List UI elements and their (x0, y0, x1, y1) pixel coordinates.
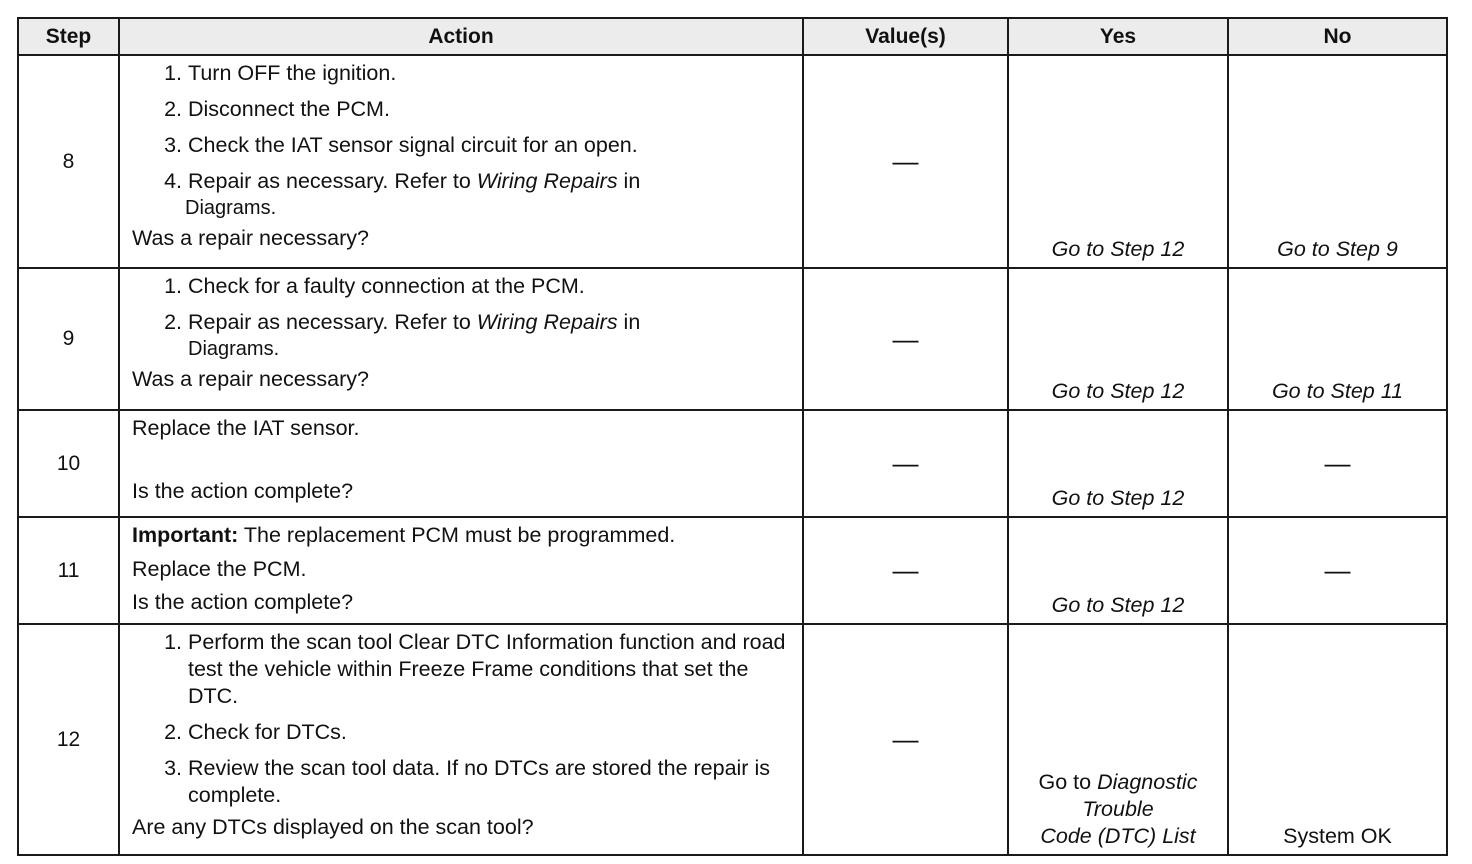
important-text: The replacement PCM must be programmed. (238, 523, 676, 547)
important-label: Important: (132, 523, 239, 547)
action-item: 2. Check for DTCs. (188, 719, 792, 746)
action-cell (119, 55, 803, 268)
action-item (185, 168, 792, 221)
header-action: Action (119, 18, 803, 55)
yes-cell: Go to Step 12 (1008, 517, 1228, 624)
item-text: in (617, 169, 641, 193)
wiring-repairs-ref: Wiring Repairs (476, 169, 618, 193)
step-number: 10 (18, 410, 119, 517)
item-text: Repair as necessary. Refer to (188, 169, 477, 193)
action-item: 1. Perform the scan tool Clear DTC Information function and road test the vehicle within Freeze Frame conditions that set the DTC. (188, 629, 792, 710)
value-cell: — (803, 624, 1008, 855)
question: Is the action complete? (132, 590, 354, 614)
item-text: Repair as necessary. Refer to (188, 310, 477, 334)
step-number: 11 (18, 517, 119, 624)
step-number: 9 (18, 268, 119, 410)
action-item: 3. Check the IAT sensor signal circuit for an open. (188, 132, 792, 159)
spacer (132, 442, 792, 477)
value-cell: — (803, 268, 1008, 410)
yes-cell (1008, 624, 1228, 855)
question: Are any DTCs displayed on the scan tool? (132, 815, 534, 839)
action-list (132, 60, 792, 221)
action-text: Replace the PCM. (132, 557, 307, 581)
table-row (18, 624, 1447, 855)
question: Is the action complete? (132, 479, 354, 503)
step-number: 8 (18, 55, 119, 268)
important-note (132, 522, 792, 549)
item-continuation: Diagrams. (188, 338, 280, 360)
action-cell (119, 410, 803, 517)
table-row (18, 268, 1447, 410)
no-cell: — (1228, 410, 1447, 517)
value-cell: — (803, 55, 1008, 268)
no-cell: — (1228, 517, 1447, 624)
wiring-repairs-ref: Wiring Repairs (476, 310, 618, 334)
action-item: 2. Disconnect the PCM. (188, 96, 792, 123)
yes-cell: Go to Step 12 (1008, 268, 1228, 410)
step-number: 12 (18, 624, 119, 855)
action-item: 1. Check for a faulty connection at the PCM. (188, 273, 792, 300)
yes-prefix: Go to (1038, 770, 1098, 794)
table-row (18, 517, 1447, 624)
value-cell: — (803, 517, 1008, 624)
action-list (132, 273, 792, 362)
question: Was a repair necessary? (132, 367, 369, 391)
header-values: Value(s) (803, 18, 1008, 55)
action-item: 1. Turn OFF the ignition. (188, 60, 792, 87)
dtc-list-ref: Diagnostic Trouble (1082, 770, 1198, 821)
dtc-list-ref-cont: Code (DTC) List (1040, 824, 1196, 848)
no-cell: Go to Step 11 (1228, 268, 1447, 410)
item-text: in (617, 310, 641, 334)
header-no: No (1228, 18, 1447, 55)
action-item: 3. Review the scan tool data. If no DTCs are stored the repair is complete. (188, 755, 792, 809)
action-list (132, 629, 792, 809)
no-cell: System OK (1228, 624, 1447, 855)
question: Was a repair necessary? (132, 226, 369, 250)
action-text: Replace the IAT sensor. (132, 416, 360, 440)
table-row (18, 410, 1447, 517)
item-continuation: Diagrams. (185, 197, 277, 219)
header-step: Step (18, 18, 119, 55)
diagnostic-table (17, 17, 1448, 856)
action-cell (119, 268, 803, 410)
action-cell (119, 517, 803, 624)
table-row (18, 55, 1447, 268)
action-item (188, 309, 792, 362)
no-cell: Go to Step 9 (1228, 55, 1447, 268)
header-yes: Yes (1008, 18, 1228, 55)
value-cell: — (803, 410, 1008, 517)
action-cell (119, 624, 803, 855)
header-row (18, 18, 1447, 55)
yes-cell: Go to Step 12 (1008, 410, 1228, 517)
yes-cell: Go to Step 12 (1008, 55, 1228, 268)
